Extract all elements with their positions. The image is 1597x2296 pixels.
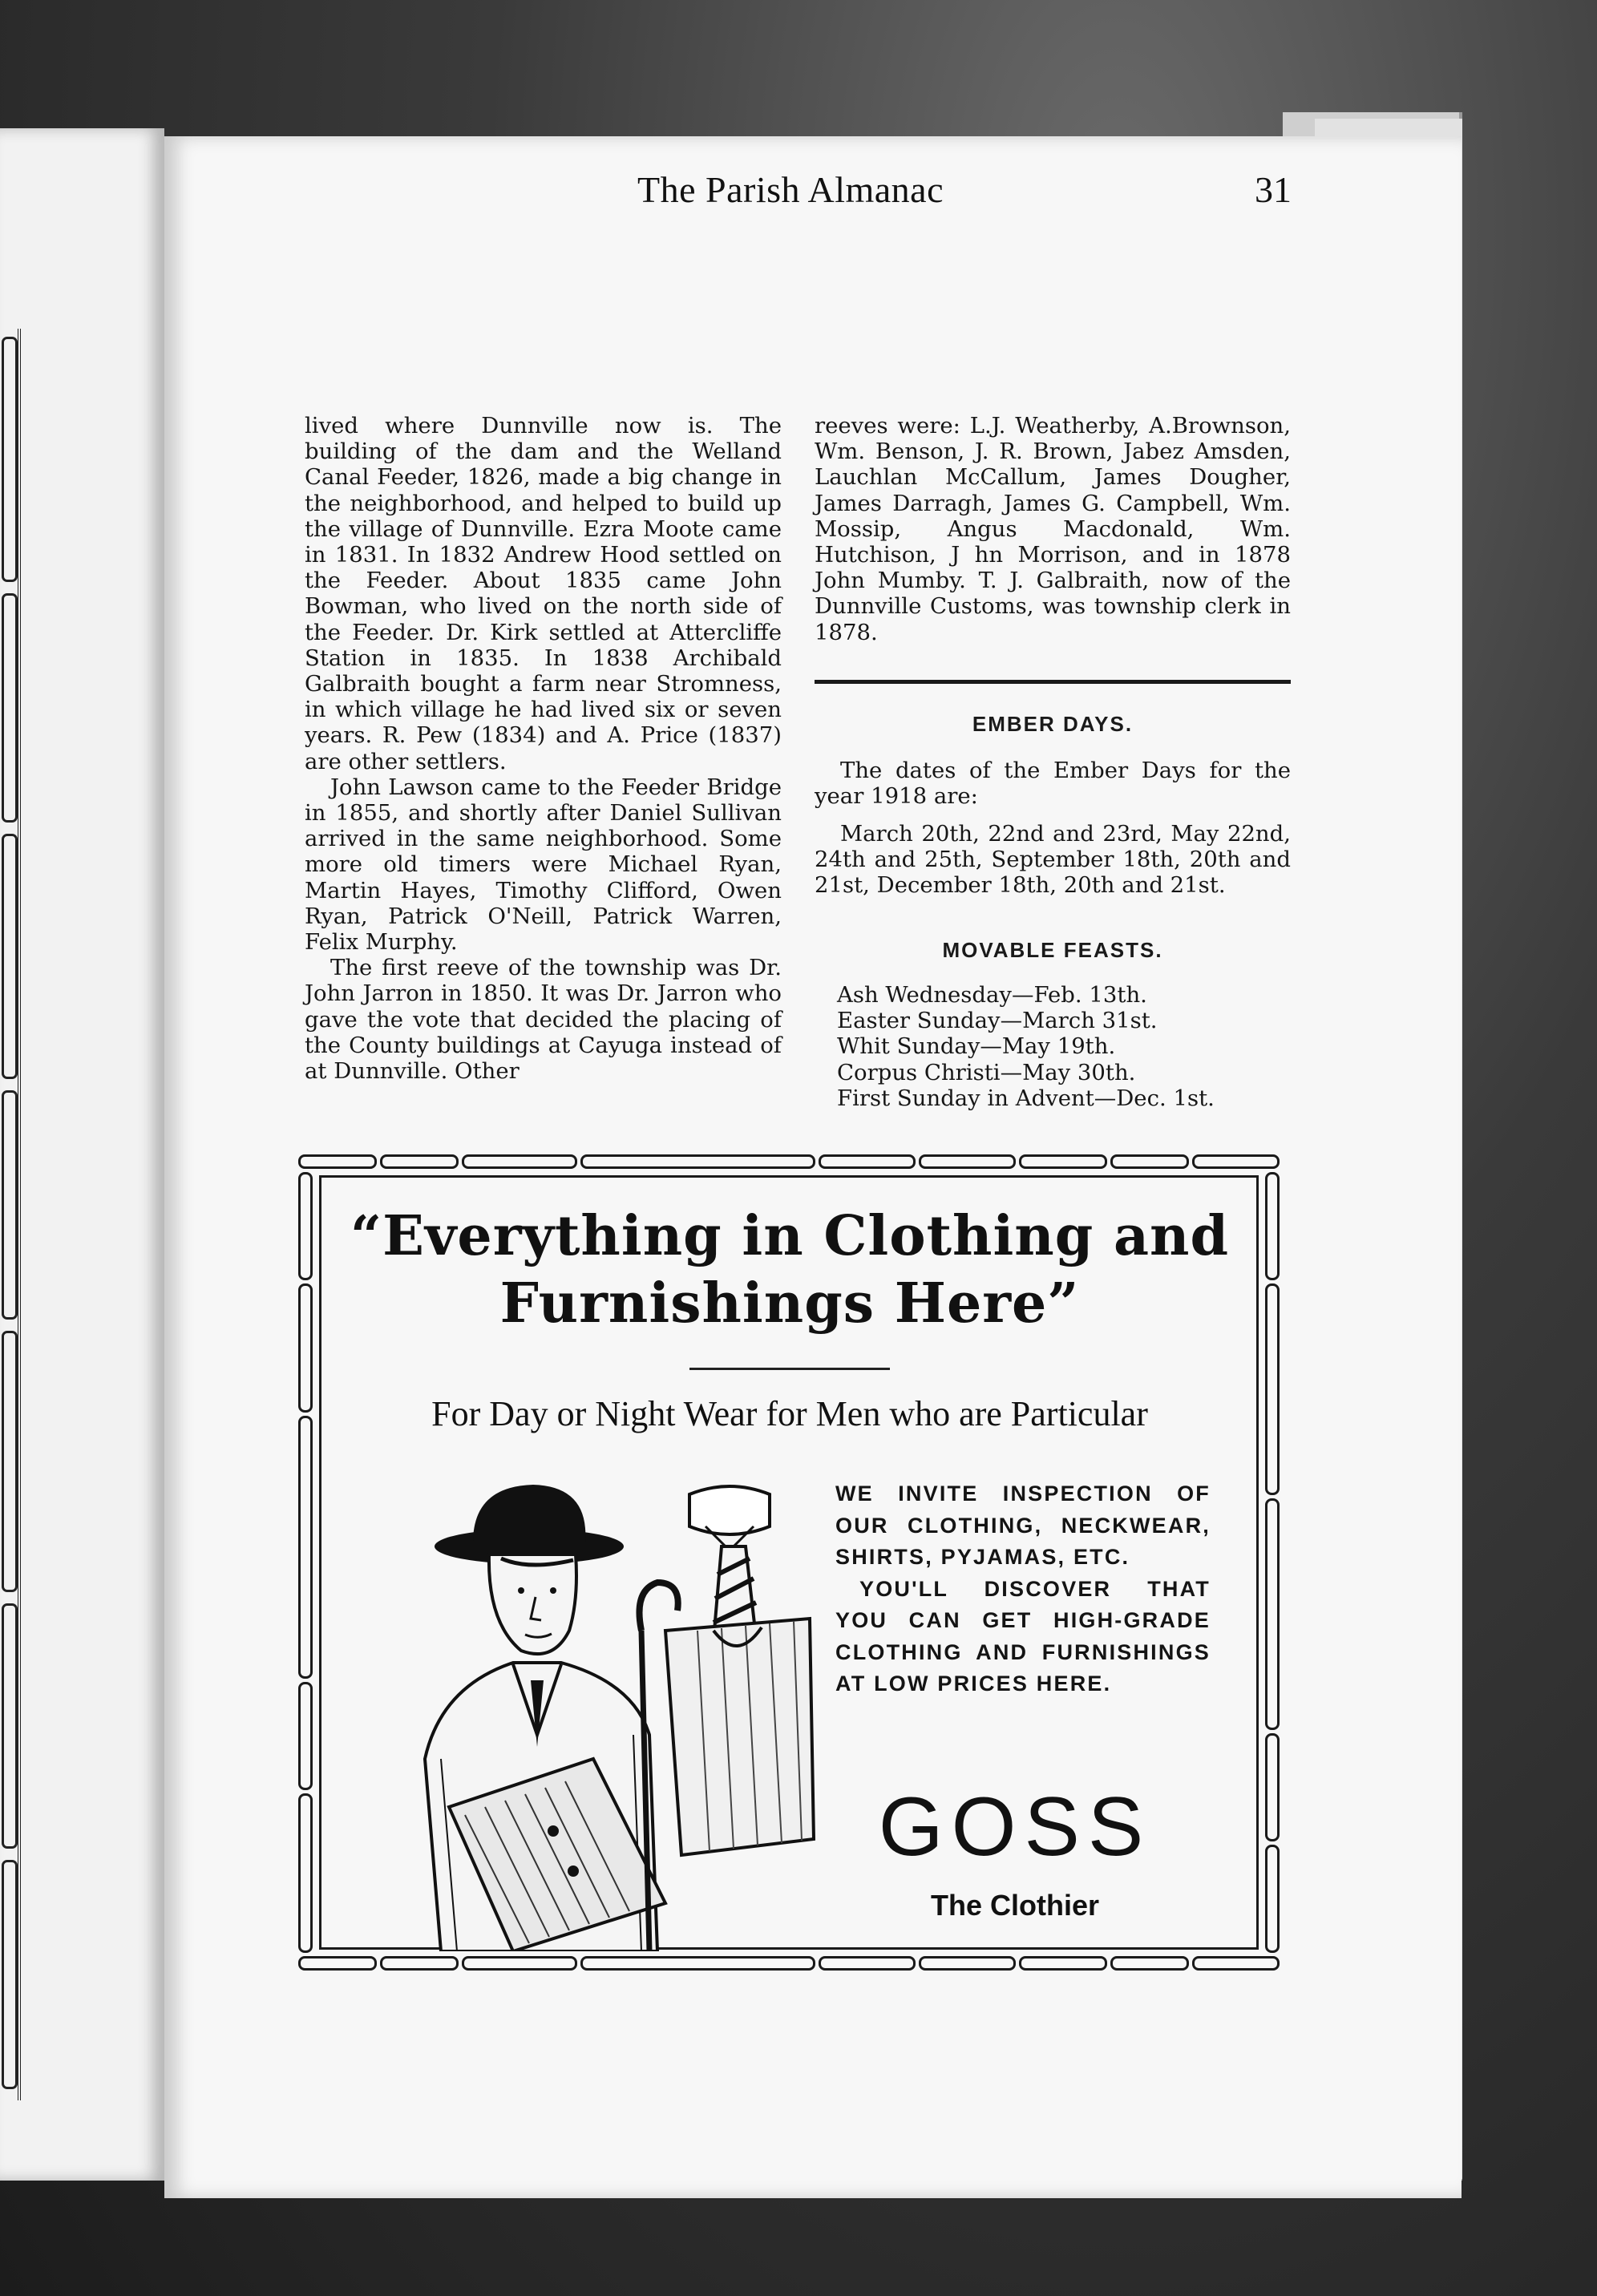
ember-days-intro: [815, 758, 1291, 809]
facing-page: [0, 128, 164, 2181]
left-column: [305, 413, 782, 1084]
ad-copy: [835, 1478, 1211, 1700]
ad-headline-line: “Everything in Clothing and: [350, 1204, 1230, 1268]
ad-border-right: [1263, 1170, 1281, 1954]
feast-item: Easter Sunday—March 31st.: [837, 1008, 1158, 1034]
page-number: 31: [1255, 169, 1292, 210]
running-head-title: The Parish Almanac: [637, 169, 944, 210]
feast-item: Ash Wednesday—Feb. 13th.: [837, 982, 1147, 1008]
movable-feasts-list: [815, 982, 1291, 1111]
paragraph: The first reeve of the township was Dr. John Jarron in 1850. It was Dr. Jarron who gave the vote that decided the placing of the County buildings at Cayuga instead of at Dunnville. Other: [305, 955, 782, 1085]
goss-advertisement: [297, 1153, 1281, 1972]
paragraph: lived where Dunnville now is. The building of the dam and the Welland Canal Feeder, 1826, made a big change in the neighborhood, and helped to build up the village of Dunnville. Ezra Moote came in 1831. In 1832 Andrew Hood settled on the Feeder. About 1835 came John Bowman, who lived on the north side of the Feeder. Dr. Kirk settled at Attercliffe Station in 1835. In 1838 Archibald Galbraith bought a farm near Stromness, in which village he had lived six or seven years. R. Pew (1834) and A. Price (1837) are other settlers.: [305, 413, 782, 774]
ad-headline-line: Furnishings Here”: [499, 1271, 1080, 1336]
ad-tagline: The Clothier: [930, 1889, 1099, 1922]
ad-divider: [689, 1368, 890, 1370]
facing-page-border: [0, 329, 21, 2100]
right-column-continuation: [815, 413, 1291, 645]
feast-item: Whit Sunday—May 19th.: [837, 1033, 1116, 1060]
ad-brand-name: GOSS: [878, 1781, 1152, 1874]
ad-border-bottom: [297, 1954, 1281, 1972]
ad-headline: [329, 1203, 1251, 1337]
ad-border-top: [297, 1153, 1281, 1170]
paragraph: John Lawson came to the Feeder Bridge in 1855, and shortly after Daniel Sullivan arrived in the same neighborhood. Some more old timers were Michael Ryan, Martin Hayes, Timothy Clifford, Owen Ryan, Patrick O'Neill, Patrick Warren, Felix Murphy.: [305, 774, 782, 956]
ad-border-left: [297, 1170, 314, 1954]
paragraph: reeves were: L.J. Weatherby, A.Brownson, Wm. Benson, J. R. Brown, Jabez Amsden, Lauchlan McCallum, James Dougher, James Darragh, James G. Campbell, Wm. Mossip, Angus Macdonald, Wm. Hutchison, J hn Morrison, and in 1878 John Mumby. T. J. Galbraith, now of the Dunnville Customs, was township clerk in 1878.: [815, 413, 1291, 645]
ad-copy-paragraph: WE INVITE INSPECTION OF OUR CLOTHING, NECKWEAR, SHIRTS, PYJAMAS, ETC.: [835, 1481, 1211, 1569]
ember-days-heading: EMBER DAYS.: [972, 712, 1134, 736]
feast-item: First Sunday in Advent—Dec. 1st.: [837, 1085, 1215, 1111]
section-rule: [815, 680, 1291, 684]
man-with-shirts-illustration: [393, 1470, 826, 1951]
movable-feasts-heading: MOVABLE FEASTS.: [942, 938, 1163, 962]
feast-item: Corpus Christi—May 30th.: [837, 1059, 1136, 1085]
ad-copy-paragraph: YOU'LL DISCOVER THAT YOU CAN GET HIGH-GRADE CLOTHING AND FURNISHINGS AT LOW PRICES HERE.: [835, 1576, 1211, 1696]
paragraph: The dates of the Ember Days for the year 1918 are:: [815, 758, 1291, 810]
paragraph: March 20th, 22nd and 23rd, May 22nd, 24th and 25th, September 18th, 20th and 21st, December 18th, 20th and 21st.: [815, 821, 1291, 899]
ember-days-dates: [815, 821, 1291, 899]
ad-subheadline: For Day or Night Wear for Men who are Particular: [431, 1394, 1148, 1433]
